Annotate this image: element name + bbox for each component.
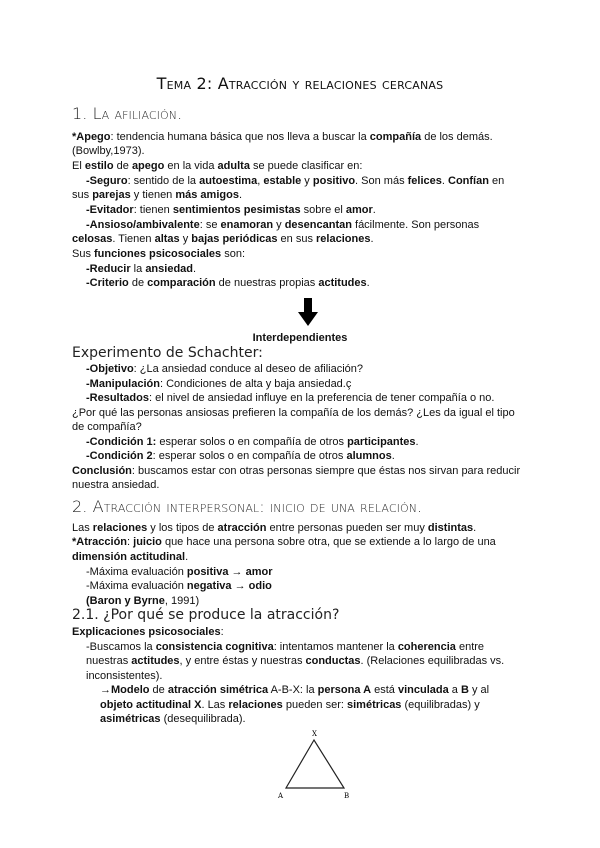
text-segment: inconsistentes).	[86, 670, 163, 682]
text-segment: .	[193, 263, 197, 275]
text-segment: positiva	[186, 566, 229, 578]
text-segment: .	[441, 175, 448, 187]
text-segment: Conclusión	[72, 465, 132, 477]
text-segment: esperar solos o en compañía de otros	[156, 436, 348, 448]
text-line	[72, 521, 476, 535]
text-segment: : tienen	[133, 204, 173, 216]
text-segment: amor	[245, 566, 273, 578]
text-segment: -Máxima evaluación	[86, 580, 187, 592]
text-segment: desencantan	[284, 219, 352, 231]
text-segment: negativa	[186, 580, 232, 592]
text-segment: más amigos	[175, 189, 239, 201]
text-segment: entre personas pueden ser muy	[266, 522, 428, 534]
text-segment: -Criterio	[86, 277, 129, 289]
text-segment: Modelo	[111, 684, 150, 696]
text-segment: -Manipulación	[86, 378, 160, 390]
text-line	[86, 579, 272, 593]
text-segment: : tendencia humana básica que nos lleva a buscar la	[110, 131, 370, 143]
text-segment: nuestras	[86, 655, 132, 667]
text-segment: relaciones	[228, 699, 283, 711]
interdependientes-label: Interdependientes	[252, 332, 348, 344]
text-segment: participantes	[347, 436, 416, 448]
text-line	[72, 130, 493, 144]
text-line	[72, 247, 245, 261]
text-segment: (Baron y Byrne	[86, 595, 165, 607]
text-segment: .	[473, 522, 477, 534]
text-segment: nuestra ansiedad.	[72, 479, 160, 491]
text-segment: actitudes	[318, 277, 367, 289]
text-line	[86, 203, 376, 217]
text-segment: dimensión actitudinal	[72, 551, 186, 563]
text-line	[72, 420, 142, 434]
text-segment: . Son más	[355, 175, 408, 187]
text-segment: entre	[455, 641, 485, 653]
text-segment: : se	[199, 219, 221, 231]
text-segment: comparación	[147, 277, 216, 289]
text-segment: celosas	[72, 233, 113, 245]
text-segment: *Apego	[72, 131, 111, 143]
text-segment: .	[391, 450, 395, 462]
text-line	[72, 232, 374, 246]
text-segment: y	[301, 175, 313, 187]
text-segment: :	[127, 536, 134, 548]
text-segment: Confían	[448, 175, 489, 187]
text-segment: . Las	[201, 699, 229, 711]
text-line	[86, 669, 162, 683]
triangle-shape	[286, 740, 344, 788]
text-segment: apego	[131, 160, 165, 172]
page-title: Tema 2: Atracción y relaciones cercanas	[156, 74, 444, 93]
text-segment: .	[366, 277, 370, 289]
text-segment: consistencia cognitiva	[155, 641, 274, 653]
text-segment: enamoran	[220, 219, 274, 231]
text-segment: ¿Por qué las personas ansiosas prefieren la compañía de los demás? ¿Les da igual el tipo	[72, 407, 515, 419]
text-segment: de	[113, 160, 132, 172]
label-x: X	[312, 730, 317, 738]
text-segment: : esperar solos o en compañía de otros	[152, 450, 347, 462]
text-segment: odio	[248, 580, 272, 592]
text-segment: ,	[257, 175, 264, 187]
text-line	[86, 640, 484, 654]
text-segment: funciones psicosociales	[94, 248, 222, 260]
text-segment: Explicaciones psicosociales	[72, 626, 221, 638]
text-segment: -Seguro	[86, 175, 128, 187]
text-segment: de los demás.	[421, 131, 493, 143]
text-line	[72, 464, 520, 478]
text-segment: alumnos	[346, 450, 392, 462]
text-segment: y los tipos de	[147, 522, 218, 534]
text-segment: : Condiciones de alta y baja ansiedad.ç	[159, 378, 352, 390]
text-segment: felices	[407, 175, 442, 187]
text-segment: : buscamos estar con otras personas siempre que éstas nos sirvan para reducir	[131, 465, 521, 477]
text-segment: de	[128, 277, 148, 289]
text-segment: de nuestras propias	[215, 277, 319, 289]
text-line	[86, 594, 199, 608]
text-segment: actitudes	[131, 655, 180, 667]
text-segment: que hace una persona sobre otra, que se extiende a lo largo de una	[161, 536, 496, 548]
text-segment: positivo	[312, 175, 356, 187]
text-segment: El	[72, 160, 85, 172]
text-segment: de compañía?	[72, 421, 142, 433]
text-segment: coherencia	[397, 641, 456, 653]
text-segment: →	[231, 580, 249, 592]
label-a: A	[278, 792, 284, 800]
text-segment: parejas	[92, 189, 131, 201]
text-line	[86, 435, 419, 449]
text-segment: -Condición 1:	[86, 436, 157, 448]
text-segment: la	[130, 263, 146, 275]
text-segment: Sus	[72, 248, 95, 260]
text-segment: en la vida	[164, 160, 218, 172]
text-segment: de	[149, 684, 168, 696]
text-segment: vinculada	[397, 684, 449, 696]
text-line	[72, 159, 362, 173]
text-segment: asimétricas	[100, 713, 161, 725]
text-segment: bajas periódicas	[191, 233, 278, 245]
text-line	[86, 391, 494, 405]
text-segment: fácilmente. Son personas	[351, 219, 480, 231]
text-segment: sobre el	[300, 204, 346, 216]
text-segment: ansiedad	[145, 263, 193, 275]
text-segment: atracción simétrica	[167, 684, 269, 696]
text-segment: A-B-X: la	[268, 684, 318, 696]
text-segment: : el nivel de ansiedad influye en la preferencia de tener compañía o no.	[148, 392, 495, 404]
text-segment: -Máxima evaluación	[86, 566, 187, 578]
text-segment: autoestima	[199, 175, 258, 187]
text-segment: simétricas	[347, 699, 402, 711]
text-segment: conductas	[305, 655, 361, 667]
text-segment: en	[488, 175, 505, 187]
text-segment: →	[228, 566, 246, 578]
text-segment: .	[372, 204, 376, 216]
text-line	[86, 262, 196, 276]
text-segment: : sentido de la	[127, 175, 200, 187]
text-segment: .	[415, 436, 419, 448]
text-segment: -Resultados	[86, 392, 149, 404]
text-line	[86, 276, 370, 290]
text-segment: relaciones	[316, 233, 371, 245]
text-line	[86, 654, 504, 668]
text-segment: -Reducir	[86, 263, 131, 275]
text-segment: , 1991)	[164, 595, 200, 607]
text-segment: amor	[345, 204, 373, 216]
text-segment: y tienen	[130, 189, 176, 201]
text-line	[100, 698, 480, 712]
text-line	[72, 406, 515, 420]
text-segment: estable	[263, 175, 302, 187]
text-segment: (Bowlby,1973).	[72, 145, 145, 157]
text-segment: sentimientos pesimistas	[172, 204, 301, 216]
text-segment: son:	[221, 248, 246, 260]
text-segment: compañía	[369, 131, 422, 143]
text-segment: →	[100, 684, 111, 696]
text-line	[72, 188, 242, 202]
text-line	[86, 362, 363, 376]
text-segment: .	[370, 233, 374, 245]
text-segment: a	[448, 684, 461, 696]
text-line	[86, 449, 395, 463]
text-line	[86, 174, 504, 188]
text-segment: .	[238, 189, 243, 201]
text-segment: está	[371, 684, 398, 696]
down-arrow-icon	[298, 298, 318, 326]
text-segment: -Buscamos la	[86, 641, 156, 653]
section2-heading: 2. Atracción interpersonal: inicio de una relación.	[72, 497, 423, 516]
text-segment: se puede clasificar en:	[249, 160, 363, 172]
text-segment: adulta	[217, 160, 250, 172]
text-segment: y al	[468, 684, 490, 696]
text-segment: Las	[72, 522, 93, 534]
text-segment: .	[185, 551, 189, 563]
text-line	[86, 218, 479, 232]
text-segment: en sus	[277, 233, 317, 245]
text-segment: (equilibradas) y	[401, 699, 480, 711]
text-segment: -Objetivo	[86, 363, 134, 375]
text-segment: altas	[154, 233, 180, 245]
text-segment: , y entre éstas y nuestras	[179, 655, 306, 667]
text-line	[72, 144, 145, 158]
text-segment: -Condición 2	[86, 450, 153, 462]
text-segment: objeto actitudinal X	[100, 699, 202, 711]
text-segment: *Atracción	[72, 536, 128, 548]
text-segment: (desequilibrada).	[160, 713, 246, 725]
text-line	[72, 625, 224, 639]
text-segment: estilo	[84, 160, 114, 172]
text-segment: -Evitador	[86, 204, 134, 216]
text-line	[72, 478, 159, 492]
text-segment: persona A	[317, 684, 372, 696]
text-segment: -Ansioso/ambivalente	[86, 219, 200, 231]
text-line	[72, 550, 188, 564]
abx-triangle-diagram	[274, 728, 364, 800]
schachter-heading: Experimento de Schachter:	[72, 345, 263, 361]
text-segment: atracción	[217, 522, 267, 534]
text-segment: distintas	[427, 522, 474, 534]
text-segment: juicio	[133, 536, 162, 548]
text-segment: pueden ser:	[282, 699, 347, 711]
text-segment: . (Relaciones equilibradas vs.	[360, 655, 505, 667]
section1-heading: 1. La afiliación.	[72, 104, 183, 123]
label-b: B	[344, 792, 350, 800]
text-segment: . Tienen	[112, 233, 155, 245]
text-segment: y	[273, 219, 285, 231]
text-segment: relaciones	[92, 522, 148, 534]
subsection21-heading: 2.1. ¿Por qué se produce la atracción?	[72, 607, 340, 623]
text-line	[100, 683, 489, 697]
text-segment: : ¿La ansiedad conduce al deseo de afiliación?	[133, 363, 364, 375]
text-line	[72, 535, 496, 549]
text-segment: : intentamos mantener la	[273, 641, 398, 653]
text-segment: sus	[72, 189, 93, 201]
text-line	[86, 565, 272, 579]
text-segment: :	[220, 626, 224, 638]
text-line	[100, 712, 246, 726]
text-segment: y	[179, 233, 192, 245]
text-line	[86, 377, 351, 391]
text-segment: B	[460, 684, 469, 696]
